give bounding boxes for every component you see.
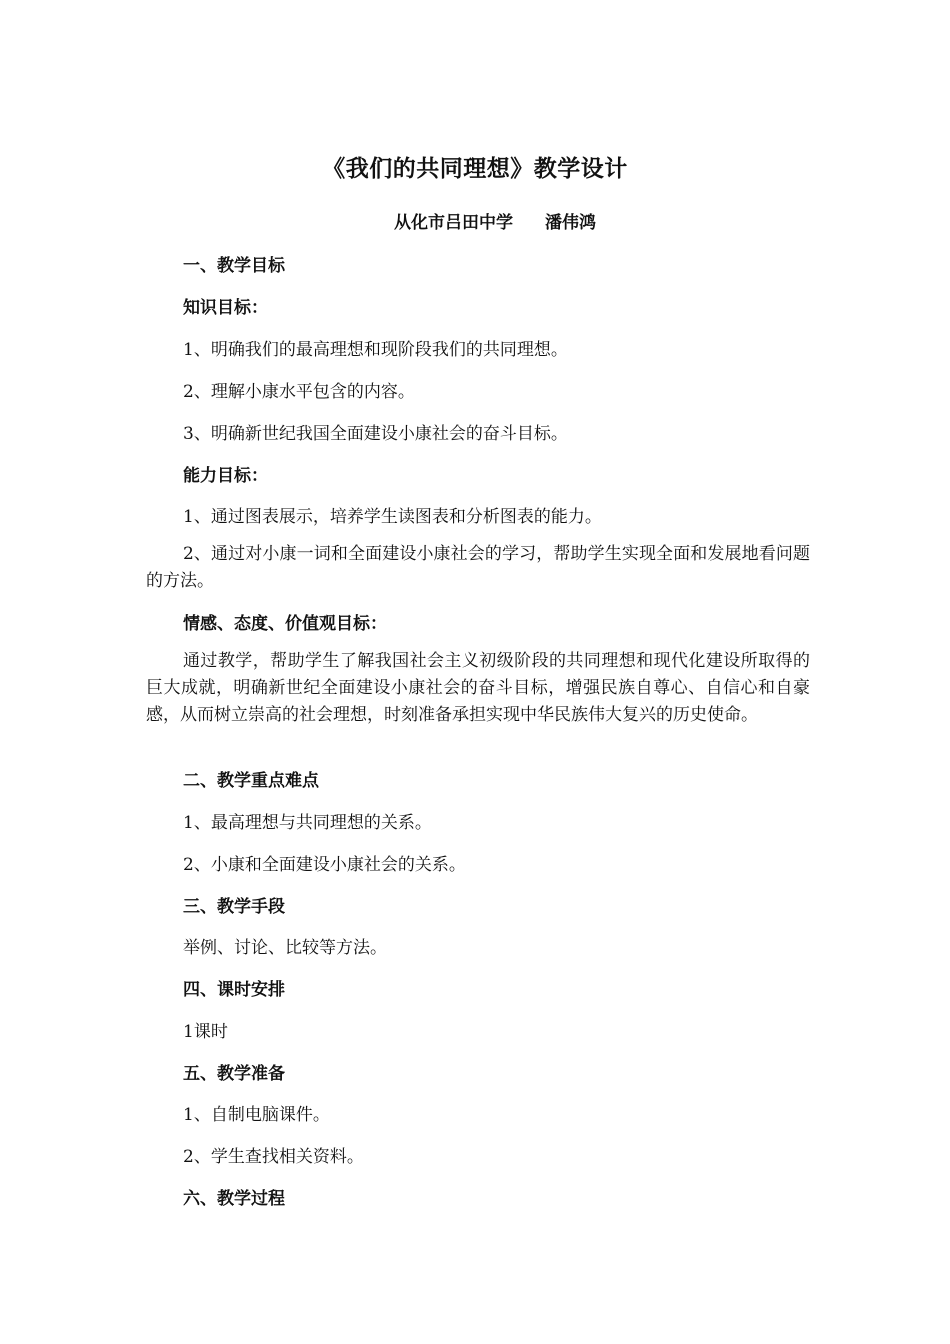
section-heading-process: 六、教学过程 <box>183 1189 285 1209</box>
list-item: 2、学生查找相关资料。 <box>183 1147 364 1167</box>
subheading-knowledge: 知识目标： <box>183 298 268 318</box>
school-name: 从化市吕田中学 <box>394 213 513 233</box>
list-item: 1、最高理想与共同理想的关系。 <box>183 813 432 833</box>
section-heading-goals: 一、教学目标 <box>183 256 285 276</box>
list-item: 1、明确我们的最高理想和现阶段我们的共同理想。 <box>183 340 568 360</box>
list-item: 1、自制电脑课件。 <box>183 1105 330 1125</box>
section-heading-preparation: 五、教学准备 <box>183 1064 285 1084</box>
list-item: 2、小康和全面建设小康社会的关系。 <box>183 855 466 875</box>
list-item: 2、理解小康水平包含的内容。 <box>183 382 415 402</box>
paragraph-ability-2: 2、通过对小康一词和全面建设小康社会的学习，帮助学生实现全面和发展地看问题的方法。 <box>146 544 810 591</box>
document-title: 《我们的共同理想》教学设计 <box>322 156 628 182</box>
paragraph-emotion: 通过教学，帮助学生了解我国社会主义初级阶段的共同理想和现代化建设所取得的巨大成就，明确新世纪全面建设小康社会的奋斗目标，增强民族自尊心、自信心和自豪感，从而树立崇高的社会理想，时刻准备承担实现中华民族伟大复兴的历史使命。 <box>146 651 810 725</box>
section-heading-means: 三、教学手段 <box>183 897 285 917</box>
section-heading-schedule: 四、课时安排 <box>183 980 285 1000</box>
means-text: 举例、讨论、比较等方法。 <box>183 938 387 958</box>
subheading-emotion: 情感、态度、价值观目标： <box>183 614 387 634</box>
list-item: 1、通过图表展示，培养学生读图表和分析图表的能力。 <box>183 507 602 527</box>
list-item: 3、明确新世纪我国全面建设小康社会的奋斗目标。 <box>183 424 568 444</box>
author-name: 潘伟鸿 <box>545 213 596 233</box>
author-line <box>0 208 950 233</box>
schedule-text: 1课时 <box>183 1022 228 1042</box>
subheading-ability: 能力目标： <box>183 466 268 486</box>
section-heading-key-points: 二、教学重点难点 <box>183 771 319 791</box>
